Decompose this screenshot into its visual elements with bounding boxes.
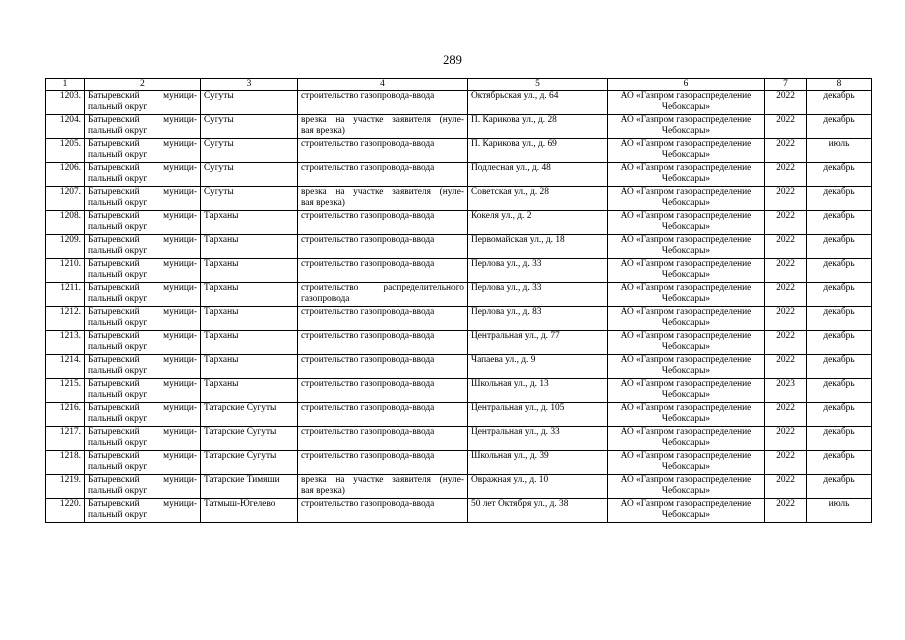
cell-line: пальный округ (88, 437, 148, 448)
month-cell: декабрь (807, 235, 872, 259)
district-cell (85, 235, 201, 259)
cell-line: строительство газопровода-ввода (301, 499, 435, 509)
work-type-cell (298, 259, 468, 283)
table-row (46, 355, 872, 379)
month-cell: июль (807, 499, 872, 523)
month-cell: декабрь (807, 355, 872, 379)
cell-line: Батыревский муници- (88, 115, 197, 125)
cell-line: АО «Газпром газораспределение (620, 115, 752, 125)
cell-line: пальный округ (88, 341, 148, 352)
settlement-cell: Тарханы (201, 259, 298, 283)
cell-line: Батыревский муници- (88, 451, 197, 461)
address-cell: Октябрьская ул., д. 64 (468, 91, 608, 115)
settlement-cell: Сугуты (201, 91, 298, 115)
cell-line: АО «Газпром газораспределение (620, 91, 752, 101)
cell-line: АО «Газпром газораспределение (620, 451, 752, 461)
cell-line: Чебоксары» (661, 437, 711, 448)
cell-line: Чебоксары» (661, 173, 711, 184)
cell-line: строительство газопровода-ввода (301, 91, 435, 101)
organization-cell (608, 307, 765, 331)
organization-cell (608, 115, 765, 139)
column-number-row (46, 79, 872, 91)
cell-line: АО «Газпром газораспределение (620, 307, 752, 317)
table-body (46, 91, 872, 523)
cell-line: АО «Газпром газораспределение (620, 379, 752, 389)
cell-line: Чебоксары» (661, 461, 711, 472)
cell-line: пальный округ (88, 197, 148, 208)
district-cell (85, 139, 201, 163)
month-cell: декабрь (807, 283, 872, 307)
cell-line: Чебоксары» (661, 365, 711, 376)
year-cell: 2022 (765, 283, 807, 307)
work-type-cell (298, 331, 468, 355)
table-row (46, 331, 872, 355)
table-row (46, 403, 872, 427)
month-cell: декабрь (807, 451, 872, 475)
row-number-cell: 1203. (46, 91, 85, 115)
cell-line: врезка на участке заявителя (нуле- (301, 115, 464, 125)
row-number-cell: 1215. (46, 379, 85, 403)
cell-line: вая врезка) (301, 125, 345, 136)
table-row (46, 499, 872, 523)
row-number-cell: 1211. (46, 283, 85, 307)
cell-line: строительство газопровода-ввода (301, 451, 435, 461)
cell-line: строительство газопровода-ввода (301, 331, 435, 341)
cell-line: Батыревский муници- (88, 475, 197, 485)
cell-line: АО «Газпром газораспределение (620, 355, 752, 365)
district-cell (85, 499, 201, 523)
organization-cell (608, 403, 765, 427)
row-number-cell: 1218. (46, 451, 85, 475)
table-row (46, 451, 872, 475)
year-cell: 2022 (765, 163, 807, 187)
cell-line: Чебоксары» (661, 149, 711, 160)
cell-line: пальный округ (88, 509, 148, 520)
row-number-cell: 1206. (46, 163, 85, 187)
cell-line: АО «Газпром газораспределение (620, 259, 752, 269)
table-row (46, 427, 872, 451)
cell-line: Чебоксары» (661, 245, 711, 256)
organization-cell (608, 379, 765, 403)
cell-line: АО «Газпром газораспределение (620, 139, 752, 149)
district-cell (85, 163, 201, 187)
cell-line: Батыревский муници- (88, 187, 197, 197)
column-header: 1 (46, 79, 85, 91)
organization-cell (608, 211, 765, 235)
cell-line: строительство газопровода-ввода (301, 211, 435, 221)
cell-line: строительство газопровода-ввода (301, 307, 435, 317)
organization-cell (608, 475, 765, 499)
month-cell: декабрь (807, 115, 872, 139)
cell-line: АО «Газпром газораспределение (620, 163, 752, 173)
organization-cell (608, 451, 765, 475)
settlement-cell: Сугуты (201, 163, 298, 187)
cell-line: пальный округ (88, 269, 148, 280)
month-cell: декабрь (807, 427, 872, 451)
row-number-cell: 1204. (46, 115, 85, 139)
year-cell: 2022 (765, 331, 807, 355)
settlement-cell: Тарханы (201, 355, 298, 379)
row-number-cell: 1208. (46, 211, 85, 235)
gas-works-table (45, 78, 872, 523)
district-cell (85, 115, 201, 139)
settlement-cell: Сугуты (201, 139, 298, 163)
settlement-cell: Сугуты (201, 115, 298, 139)
settlement-cell: Татарские Сугуты (201, 403, 298, 427)
work-type-cell (298, 499, 468, 523)
year-cell: 2022 (765, 307, 807, 331)
month-cell: декабрь (807, 163, 872, 187)
column-header: 3 (201, 79, 298, 91)
column-header: 5 (468, 79, 608, 91)
year-cell: 2023 (765, 379, 807, 403)
cell-line: Батыревский муници- (88, 235, 197, 245)
address-cell: Центральная ул., д. 77 (468, 331, 608, 355)
cell-line: строительство газопровода-ввода (301, 235, 435, 245)
cell-line: Батыревский муници- (88, 307, 197, 317)
year-cell: 2022 (765, 427, 807, 451)
cell-line: Батыревский муници- (88, 379, 197, 389)
organization-cell (608, 427, 765, 451)
cell-line: пальный округ (88, 173, 148, 184)
district-cell (85, 331, 201, 355)
address-cell: Чапаева ул., д. 9 (468, 355, 608, 379)
address-cell: Подлесная ул., д. 48 (468, 163, 608, 187)
cell-line: Чебоксары» (661, 341, 711, 352)
settlement-cell: Татарские Тимяши (201, 475, 298, 499)
cell-line: пальный округ (88, 221, 148, 232)
row-number-cell: 1213. (46, 331, 85, 355)
cell-line: пальный округ (88, 125, 148, 136)
row-number-cell: 1217. (46, 427, 85, 451)
table-row (46, 211, 872, 235)
work-type-cell (298, 115, 468, 139)
month-cell: декабрь (807, 403, 872, 427)
work-type-cell (298, 451, 468, 475)
cell-line: строительство газопровода-ввода (301, 427, 435, 437)
cell-line: Батыревский муници- (88, 139, 197, 149)
address-cell: Перлова ул., д. 83 (468, 307, 608, 331)
work-type-cell (298, 475, 468, 499)
year-cell: 2022 (765, 475, 807, 499)
cell-line: пальный округ (88, 365, 148, 376)
cell-line: Батыревский муници- (88, 331, 197, 341)
district-cell (85, 475, 201, 499)
column-header: 6 (608, 79, 765, 91)
cell-line: Чебоксары» (661, 125, 711, 136)
settlement-cell: Сугуты (201, 187, 298, 211)
cell-line: пальный округ (88, 389, 148, 400)
page-number: 289 (443, 53, 462, 67)
row-number-cell: 1214. (46, 355, 85, 379)
address-cell: Перлова ул., д. 33 (468, 283, 608, 307)
settlement-cell: Тарханы (201, 283, 298, 307)
cell-line: Батыревский муници- (88, 163, 197, 173)
organization-cell (608, 259, 765, 283)
cell-line: Чебоксары» (661, 389, 711, 400)
row-number-cell: 1212. (46, 307, 85, 331)
table-row (46, 91, 872, 115)
cell-line: АО «Газпром газораспределение (620, 427, 752, 437)
cell-line: Чебоксары» (661, 101, 711, 112)
cell-line: строительство газопровода-ввода (301, 259, 435, 269)
district-cell (85, 355, 201, 379)
work-type-cell (298, 211, 468, 235)
cell-line: АО «Газпром газораспределение (620, 235, 752, 245)
cell-line: пальный округ (88, 101, 148, 112)
organization-cell (608, 283, 765, 307)
address-cell: Советская ул., д. 28 (468, 187, 608, 211)
cell-line: строительство газопровода-ввода (301, 139, 435, 149)
work-type-cell (298, 427, 468, 451)
month-cell: декабрь (807, 187, 872, 211)
month-cell: декабрь (807, 307, 872, 331)
cell-line: пальный округ (88, 485, 148, 496)
month-cell: декабрь (807, 91, 872, 115)
district-cell (85, 379, 201, 403)
cell-line: Батыревский муници- (88, 403, 197, 413)
cell-line: строительство газопровода-ввода (301, 163, 435, 173)
cell-line: АО «Газпром газораспределение (620, 283, 752, 293)
address-cell: Овражная ул., д. 10 (468, 475, 608, 499)
district-cell (85, 283, 201, 307)
district-cell (85, 403, 201, 427)
year-cell: 2022 (765, 187, 807, 211)
year-cell: 2022 (765, 115, 807, 139)
cell-line: вая врезка) (301, 485, 345, 496)
cell-line: пальный округ (88, 317, 148, 328)
table-row (46, 115, 872, 139)
address-cell: Центральная ул., д. 105 (468, 403, 608, 427)
cell-line: газопровода (301, 293, 350, 304)
district-cell (85, 91, 201, 115)
table-row (46, 283, 872, 307)
cell-line: Чебоксары» (661, 485, 711, 496)
settlement-cell: Тарханы (201, 379, 298, 403)
settlement-cell: Тарханы (201, 307, 298, 331)
address-cell: Первомайская ул., д. 18 (468, 235, 608, 259)
work-type-cell (298, 187, 468, 211)
district-cell (85, 427, 201, 451)
address-cell: П. Карикова ул., д. 69 (468, 139, 608, 163)
settlement-cell: Татарские Сугуты (201, 427, 298, 451)
cell-line: Чебоксары» (661, 509, 711, 520)
cell-line: Батыревский муници- (88, 211, 197, 221)
table-row (46, 307, 872, 331)
row-number-cell: 1216. (46, 403, 85, 427)
month-cell: декабрь (807, 211, 872, 235)
row-number-cell: 1207. (46, 187, 85, 211)
cell-line: пальный округ (88, 413, 148, 424)
table-row (46, 235, 872, 259)
cell-line: строительство газопровода-ввода (301, 379, 435, 389)
organization-cell (608, 163, 765, 187)
organization-cell (608, 139, 765, 163)
row-number-cell: 1205. (46, 139, 85, 163)
cell-line: АО «Газпром газораспределение (620, 187, 752, 197)
settlement-cell: Тарханы (201, 235, 298, 259)
organization-cell (608, 331, 765, 355)
cell-line: строительство распределительного (301, 283, 464, 293)
cell-line: АО «Газпром газораспределение (620, 475, 752, 485)
cell-line: Чебоксары» (661, 197, 711, 208)
column-header: 8 (807, 79, 872, 91)
table-row (46, 475, 872, 499)
cell-line: строительство газопровода-ввода (301, 355, 435, 365)
district-cell (85, 307, 201, 331)
work-type-cell (298, 355, 468, 379)
table-row (46, 259, 872, 283)
district-cell (85, 451, 201, 475)
table-row (46, 163, 872, 187)
cell-line: вая врезка) (301, 197, 345, 208)
row-number-cell: 1219. (46, 475, 85, 499)
cell-line: Батыревский муници- (88, 91, 197, 101)
cell-line: Чебоксары» (661, 293, 711, 304)
address-cell: Кокеля ул., д. 2 (468, 211, 608, 235)
cell-line: Чебоксары» (661, 317, 711, 328)
work-type-cell (298, 163, 468, 187)
table-row (46, 139, 872, 163)
year-cell: 2022 (765, 355, 807, 379)
cell-line: Батыревский муници- (88, 259, 197, 269)
cell-line: строительство газопровода-ввода (301, 403, 435, 413)
cell-line: пальный округ (88, 461, 148, 472)
district-cell (85, 187, 201, 211)
cell-line: пальный округ (88, 149, 148, 160)
cell-line: Батыревский муници- (88, 355, 197, 365)
work-type-cell (298, 235, 468, 259)
cell-line: врезка на участке заявителя (нуле- (301, 187, 464, 197)
year-cell: 2022 (765, 91, 807, 115)
work-type-cell (298, 403, 468, 427)
address-cell: П. Карикова ул., д. 28 (468, 115, 608, 139)
column-header: 4 (298, 79, 468, 91)
table-row (46, 379, 872, 403)
cell-line: врезка на участке заявителя (нуле- (301, 475, 464, 485)
address-cell: 50 лет Октября ул., д. 38 (468, 499, 608, 523)
table-row (46, 187, 872, 211)
row-number-cell: 1220. (46, 499, 85, 523)
cell-line: Чебоксары» (661, 221, 711, 232)
row-number-cell: 1209. (46, 235, 85, 259)
district-cell (85, 259, 201, 283)
month-cell: декабрь (807, 475, 872, 499)
cell-line: АО «Газпром газораспределение (620, 499, 752, 509)
year-cell: 2022 (765, 235, 807, 259)
month-cell: декабрь (807, 379, 872, 403)
cell-line: Чебоксары» (661, 413, 711, 424)
month-cell: июль (807, 139, 872, 163)
organization-cell (608, 235, 765, 259)
organization-cell (608, 91, 765, 115)
work-type-cell (298, 139, 468, 163)
settlement-cell: Татмыш-Югелево (201, 499, 298, 523)
settlement-cell: Татарские Сугуты (201, 451, 298, 475)
cell-line: Батыревский муници- (88, 427, 197, 437)
settlement-cell: Тарханы (201, 331, 298, 355)
work-type-cell (298, 91, 468, 115)
district-cell (85, 211, 201, 235)
cell-line: АО «Газпром газораспределение (620, 403, 752, 413)
cell-line: Батыревский муници- (88, 283, 197, 293)
cell-line: пальный округ (88, 245, 148, 256)
work-type-cell (298, 307, 468, 331)
year-cell: 2022 (765, 451, 807, 475)
year-cell: 2022 (765, 259, 807, 283)
address-cell: Школьная ул., д. 13 (468, 379, 608, 403)
organization-cell (608, 187, 765, 211)
year-cell: 2022 (765, 499, 807, 523)
organization-cell (608, 499, 765, 523)
address-cell: Перлова ул., д. 33 (468, 259, 608, 283)
address-cell: Школьная ул., д. 39 (468, 451, 608, 475)
address-cell: Центральная ул., д. 33 (468, 427, 608, 451)
year-cell: 2022 (765, 139, 807, 163)
organization-cell (608, 355, 765, 379)
column-header: 7 (765, 79, 807, 91)
column-header: 2 (85, 79, 201, 91)
work-type-cell (298, 379, 468, 403)
year-cell: 2022 (765, 403, 807, 427)
row-number-cell: 1210. (46, 259, 85, 283)
settlement-cell: Тарханы (201, 211, 298, 235)
month-cell: декабрь (807, 259, 872, 283)
cell-line: Батыревский муници- (88, 499, 197, 509)
work-type-cell (298, 283, 468, 307)
cell-line: Чебоксары» (661, 269, 711, 280)
cell-line: АО «Газпром газораспределение (620, 211, 752, 221)
cell-line: пальный округ (88, 293, 148, 304)
cell-line: АО «Газпром газораспределение (620, 331, 752, 341)
month-cell: декабрь (807, 331, 872, 355)
year-cell: 2022 (765, 211, 807, 235)
